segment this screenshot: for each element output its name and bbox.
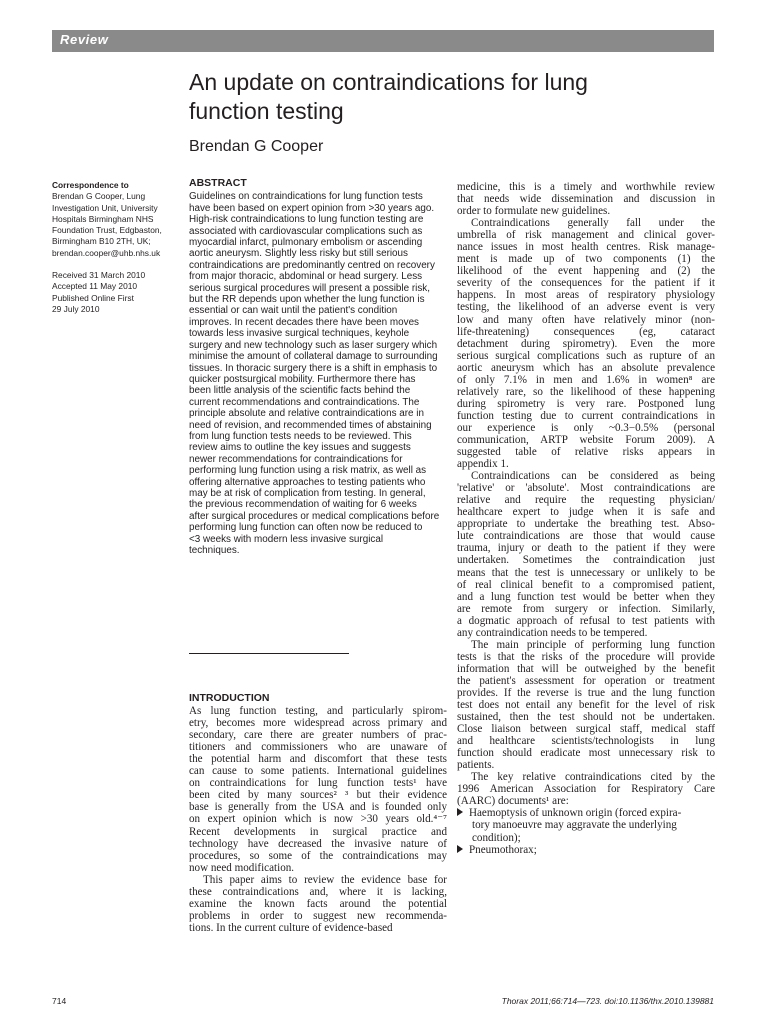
abstract-heading: ABSTRACT: [189, 177, 247, 189]
abstract-line: from lung function tests needs to be reviewed. This: [189, 430, 412, 442]
abstract-line: aortic aneurysm. Slightly less risky but still serious: [189, 248, 408, 260]
body-line: 1996 American Association for Respiratory Care: [457, 783, 715, 796]
date-line: Published Online First: [52, 292, 134, 303]
list-item-line: [457, 819, 715, 831]
body-line: tests is that the risks of the procedure will provide: [457, 650, 715, 663]
body-line: detachment during spirometry). Even the more: [457, 337, 715, 350]
body-line: test does not entail any benefit for the level of risk: [457, 699, 715, 712]
list-item-line: [457, 844, 715, 856]
address-line: brendan.cooper@uhb.nhs.uk: [52, 247, 161, 258]
body-line: nance issues in most health centres. Risk manage-: [457, 241, 715, 254]
right-column-text: [457, 181, 715, 856]
list-item-text: tory manoeuvre may aggravate the underlying: [472, 819, 677, 832]
body-line: aortic aneurysm which has an absolute prevalence: [457, 361, 715, 374]
body-line: medicine, this is a timely and worthwhile review: [457, 181, 715, 193]
abstract-line: <3 weeks with modern less invasive surgical: [189, 533, 384, 545]
intro-line: This paper aims to review the evidence base for: [203, 873, 447, 886]
body-line: Contraindications generally fall under the: [471, 217, 715, 230]
article-title: [189, 68, 659, 126]
body-line: The key relative contraindications cited by the: [471, 771, 715, 784]
introduction-heading: INTRODUCTION: [189, 692, 270, 704]
address-line: Foundation Trust, Edgbaston,: [52, 225, 162, 236]
abstract-line: Guidelines on contraindications for lung function tests: [189, 191, 423, 203]
intro-line: tions. In the current culture of evidence-based: [189, 921, 393, 934]
body-line: information that will be outweighed by the benefit: [457, 662, 715, 675]
intro-line: on expert opinion which is now >30 years old.⁴⁻⁷: [189, 813, 447, 826]
intro-line: on contraindications for lung function tests¹ have: [189, 777, 447, 790]
abstract-line: offering alternative approaches to testing patients who: [189, 476, 426, 488]
body-line: order to formulate new guidelines.: [457, 205, 611, 218]
abstract-line: after surgical procedures or medical complications before: [189, 510, 440, 522]
abstract-line: techniques.: [189, 545, 240, 556]
body-line: undertaken. Sometimes the contraindication just: [457, 554, 715, 567]
abstract-line: High-risk contraindications to lung function testing are: [189, 214, 424, 226]
abstract-line: essential or can wait until the patient's condition: [189, 305, 398, 317]
date-line: 29 July 2010: [52, 303, 100, 314]
intro-line: been cited by many sources² ³ but their evidence: [189, 789, 447, 802]
intro-line: now need modification.: [189, 861, 295, 874]
abstract-line: surgery and new technology such as laser surgery which: [189, 339, 438, 351]
body-line: The main principle of performing lung function: [471, 638, 715, 651]
introduction-section: [189, 692, 447, 934]
intro-line: these contraindications and, where it is lacking,: [189, 885, 447, 898]
intro-line: procedures, so some of the contraindications may: [189, 849, 447, 862]
body-line: suggested table of relative risks appears in: [457, 446, 715, 459]
correspondence-sidebar: [52, 180, 182, 315]
abstract-line: review aims to outline the key issues and suggests: [189, 442, 411, 454]
body-line: serious surgical complications such as rupture of an: [457, 349, 715, 362]
intro-line: As lung function testing, and particularly spirom-: [189, 705, 447, 718]
article-dates: [52, 270, 182, 315]
title-line: function testing: [189, 98, 344, 124]
intro-line: the potential harm and discomfort that these tests: [189, 753, 447, 766]
body-line: of real clinical benefit to a compromised patient,: [457, 578, 715, 591]
address-line: Hospitals Birmingham NHS: [52, 213, 154, 224]
abstract-line: have been based on expert opinion from >30 years ago.: [189, 202, 435, 214]
intro-line: secondary, care there are greater numbers of prac-: [189, 729, 447, 742]
bullet-arrow-icon: [457, 808, 463, 816]
body-line: a dogmatic approach of refusal to test patients with: [457, 614, 715, 627]
intro-line: technology have decreased the invasive nature of: [189, 837, 447, 850]
body-line: function should eradicate most unnecessary risk to: [457, 747, 715, 760]
body-line: and healthcare scientists/technologists in lung: [457, 735, 715, 748]
body-line: communication, ARTP website Forum 2009). A: [457, 433, 715, 446]
body-line: any contraindication needs to be tempered.: [457, 626, 648, 639]
journal-citation: Thorax 2011;66:714—723. doi:10.1136/thx.2010.139881: [501, 996, 714, 1006]
abstract-line: need of revision, and recommended times of abstaining: [189, 419, 432, 431]
body-line: 'relative' or 'absolute'. Most contraindications are: [457, 482, 715, 495]
body-line: and a lung function test would be better when they: [457, 590, 715, 603]
body-line: happens. In most areas of respiratory physiology: [457, 289, 715, 302]
body-line: relatively rare, so the likelihood of these happening: [457, 385, 715, 398]
correspondence-heading: Correspondence to: [52, 180, 129, 190]
abstract-line: improves. In recent decades there have been moves: [189, 316, 419, 328]
correspondence-address: [52, 191, 182, 259]
abstract-line: serious surgical procedures will present a possible risk,: [189, 282, 430, 294]
abstract-divider: [189, 653, 349, 654]
list-item-text: condition);: [472, 831, 521, 844]
list-item-text: Haemoptysis of unknown origin (forced expira-: [469, 807, 682, 820]
body-line: lute contraindications are those that would cause: [457, 530, 715, 543]
body-line: umbrella of risk management and clinical gover-: [457, 229, 715, 242]
intro-line: base is generally from the USA and is founded only: [189, 801, 447, 814]
body-line: life-threatening) consequences (eg, cataract: [457, 325, 715, 338]
intro-line: examine the known facts around the potential: [189, 897, 447, 910]
abstract-section: [189, 178, 447, 556]
intro-line: etry, becomes more widespread across primary and: [189, 717, 447, 730]
body-line: appendix 1.: [457, 458, 509, 471]
abstract-line: may be at risk of complication from testing. In general,: [189, 487, 426, 499]
body-line: patients.: [457, 759, 495, 772]
body-line: the patient's assessment for operation or treatment: [457, 674, 715, 687]
list-item-line: [457, 807, 715, 819]
body-line: means that the test is unnecessary or unlikely to be: [457, 566, 715, 579]
abstract-line: tissues. In thoracic surgery there is a shift in emphasis to: [189, 362, 438, 374]
body-line: Close liaison between surgical staff, medical staff: [457, 723, 715, 736]
abstract-line: principle absolute and relative contraindications are in: [189, 408, 424, 420]
body-line: that needs wide dissemination and discussion in: [457, 193, 715, 206]
intro-line: Recent developments in surgical practice and: [189, 825, 447, 838]
address-line: Brendan G Cooper, Lung: [52, 191, 146, 202]
intro-line: can cause to some patients. International guidelines: [189, 765, 447, 778]
abstract-line: from major thoracic, abdominal or head surgery. Less: [189, 271, 423, 283]
abstract-body: [189, 191, 447, 556]
abstract-line: been little analysis of the scientific facts behind the: [189, 385, 411, 397]
body-line: likelihood of the event happening and (2) the: [457, 265, 715, 278]
abstract-line: quicker postsurgical mobility. Furthermore there has: [189, 373, 416, 385]
body-line: during spirometry is very rare. Postponed lung: [457, 397, 715, 410]
author-name: Brendan G Cooper: [189, 138, 324, 155]
page-number: 714: [52, 996, 67, 1006]
address-line: Investigation Unit, University: [52, 202, 158, 213]
intro-line: problems in order to suggest new recommenda-: [189, 909, 447, 922]
abstract-line: associated with cardiovascular complications such as: [189, 225, 423, 237]
body-line: are remote from surgery or infection. Similarly,: [457, 602, 715, 615]
abstract-line: newer recommendations for contraindications for: [189, 453, 403, 465]
body-line: of only 7.1% in men and 1.6% in women⁸ are: [457, 373, 715, 386]
body-line: (AARC) documents¹ are:: [457, 795, 569, 808]
list-item-line: [457, 832, 715, 844]
abstract-line: contraindications are predominantly centred on recovery: [189, 259, 435, 271]
bullet-arrow-icon: [457, 845, 463, 853]
title-line: An update on contraindications for lung: [189, 69, 588, 95]
abstract-line: myocardial infarct, pulmonary embolism or ascending: [189, 237, 423, 249]
date-line: Received 31 March 2010: [52, 270, 146, 281]
section-banner: [52, 30, 714, 52]
intro-line: titioners and commissioners who are unaware of: [189, 741, 447, 754]
abstract-line: but the RR depends upon whether the lung function is: [189, 294, 425, 306]
body-line: appropriate to undertake the breathing test. Abso-: [457, 518, 715, 531]
abstract-line: the previous recommendation of waiting for 6 weeks: [189, 499, 417, 511]
section-label: Review: [60, 32, 109, 47]
body-line: ment is made up of two components (1) the: [457, 253, 715, 266]
abstract-line: minimise the amount of collateral damage to surrounding: [189, 351, 438, 363]
body-line: severity of the consequences for the patient if it: [457, 277, 715, 290]
date-line: Accepted 11 May 2010: [52, 281, 138, 292]
body-line: trauma, injury or death to the patient if they were: [457, 542, 715, 555]
right-column-body: [457, 181, 715, 807]
body-line: low and many often have relatively minor (non-: [457, 313, 715, 326]
contraindication-list: [457, 807, 715, 855]
abstract-line: performing lung function using a risk matrix, as well as: [189, 465, 427, 477]
body-line: relative and require the requesting physician/: [457, 494, 715, 507]
abstract-line: current recommendations and contraindications. The: [189, 396, 420, 408]
list-item-text: Pneumothorax;: [469, 843, 537, 856]
abstract-line: towards less invasive surgical techniques, keyhole: [189, 328, 410, 340]
introduction-body: [189, 705, 447, 934]
body-line: function testing due to current contraindications in: [457, 409, 715, 422]
body-line: provides. If the reverse is true and the lung function: [457, 686, 715, 699]
address-line: Birmingham B10 2TH, UK;: [52, 236, 151, 247]
abstract-line: performing lung function can often now be reduced to: [189, 522, 423, 534]
body-line: testing, the likelihood of an adverse event is very: [457, 301, 715, 314]
body-line: Contraindications can be considered as being: [471, 470, 715, 483]
body-line: sustained, then the test should not be undertaken.: [457, 711, 715, 724]
body-line: healthcare expert to judge when it is safe and: [457, 506, 715, 519]
body-line: our experience is only ~0.3−0.5% (personal: [457, 421, 715, 434]
